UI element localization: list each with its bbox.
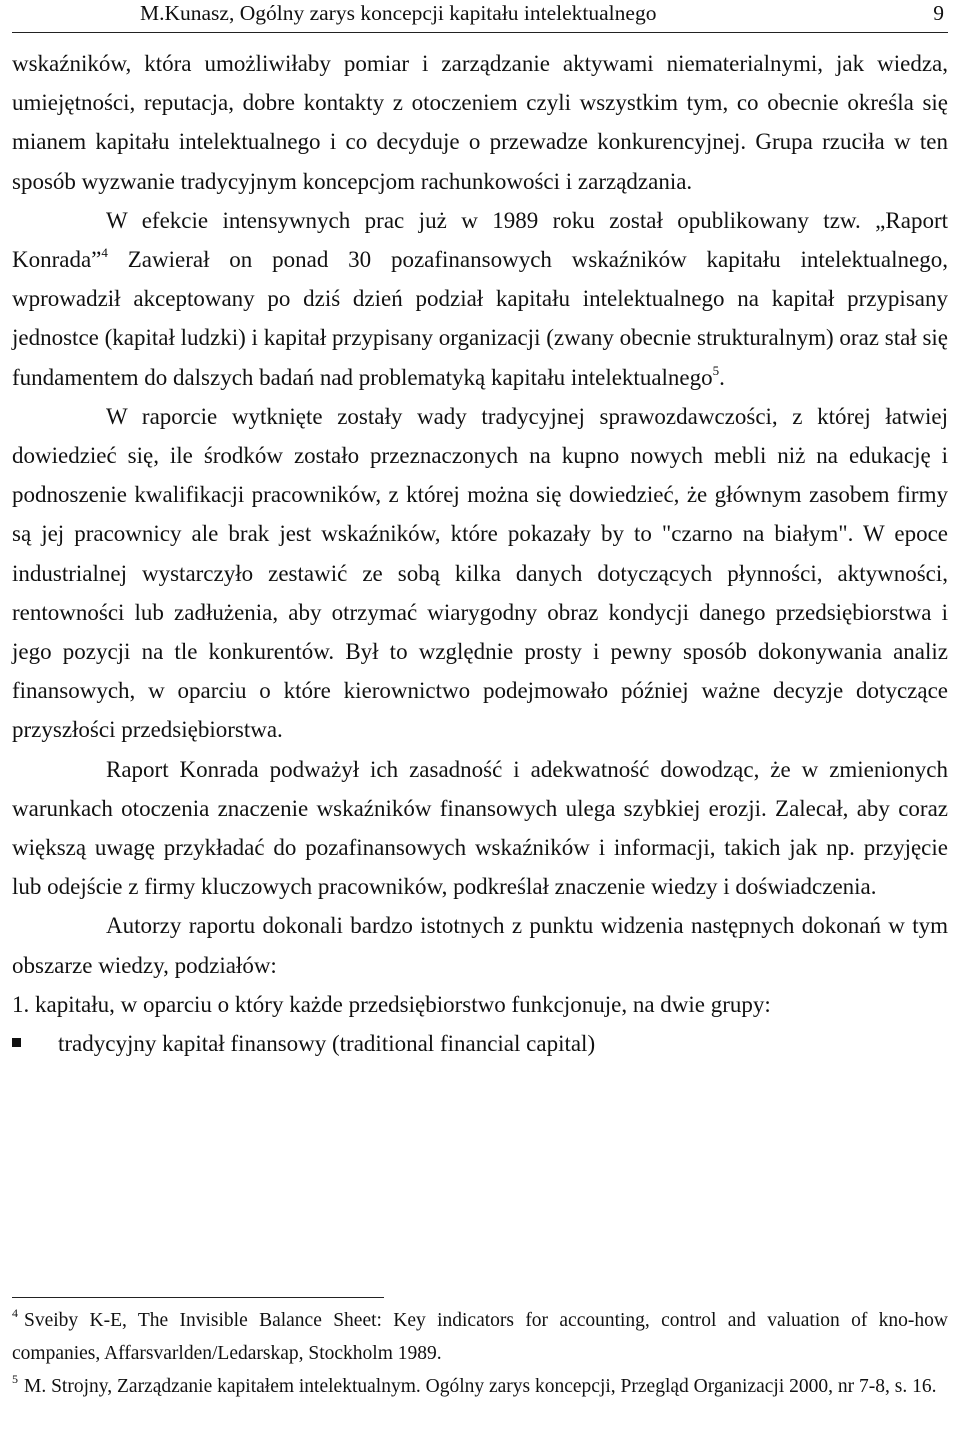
footnote-4 (12, 1304, 948, 1370)
footnote-mark-4: 4 (12, 1306, 18, 1320)
paragraph-3: W raporcie wytknięte zostały wady tradycyjnej sprawozdawczości, z której łatwiej dowiedzieć się, ile środków zostało przeznaczonych na kupno nowych mebli niż na edukację i podnoszenie kwalifikacji pracowników, z której można się dowiedzieć, że głównym zasobem firmy są jej pracownicy ale brak jest wskaźników, które pokazały by to "czarno na białym". W epoce industrialnej wystarczyło zestawić ze sobą kilka danych dotyczących płynności, aktywności, rentowności lub zadłużenia, aby otrzymać wiarygodny obraz kondycji danego przedsiębiorstwa i jego pozycji na tle konkurentów. Był to względnie prosty i pewny sposób dokonywania analiz finansowych, w oparciu o które kierownictwo podejmowało później ważne decyzje dotyczące przyszłości przedsiębiorstwa. (12, 403, 948, 743)
list-item-1: 1. kapitału, w oparciu o który każde przedsiębiorstwo funkcjonuje, na dwie grupy: (12, 991, 771, 1017)
footnotes (12, 1304, 948, 1403)
paragraph-2-end: . (719, 364, 725, 390)
footnote-5 (12, 1370, 948, 1403)
paragraph-1: wskaźników, która umożliwiłaby pomiar i zarządzanie aktywami niematerialnymi, jak wiedza, umiejętności, reputacja, dobre kontakty z otoczeniem czyli wszystkim tym, co obecnie określa się mianem kapitału intelektualnego i co decyduje o przewadze konkurencyjnej. Grupa rzuciła w ten sposób wyzwanie tradycyjnym koncepcjom rachunkowości i zarządzania. (12, 51, 948, 194)
bullet-item (12, 1024, 948, 1063)
footnote-4-text: Sveiby K-E, The Invisible Balance Sheet: Key indicators for accounting, control and valuation of kno-how companies, Affarsvarlden/Ledarskap, Stockholm 1989. (12, 1310, 948, 1364)
document-page (12, 0, 948, 1435)
running-header (140, 0, 948, 28)
header-title: M.Kunasz, Ogólny zarys koncepcji kapitału intelektualnego (140, 1, 657, 25)
document-body (12, 44, 948, 1063)
footnote-rule (12, 1297, 384, 1298)
paragraph-2 (12, 201, 948, 397)
paragraph-2-text-b: Zawierał on ponad 30 pozafinansowych wskaźników kapitału intelektualnego, wprowadził akceptowany po dziś dzień podział kapitału intelektualnego na kapitał przypisany jednostce (kapitał ludzki) i kapitał przypisany organizacji (zwany obecnie strukturalnym) oraz stał się fundamentem do dalszych badań nad problematyką kapitału intelektualnego (12, 247, 948, 390)
header-rule (12, 32, 948, 33)
footnote-mark-5: 5 (12, 1372, 18, 1386)
footnote-ref-5[interactable]: 5 (712, 362, 720, 378)
paragraph-5: Autorzy raportu dokonali bardzo istotnych z punktu widzenia następnych dokonań w tym obszarze wiedzy, podziałów: (12, 913, 948, 978)
bullet-item-text: tradycyjny kapitał finansowy (traditional financial capital) (58, 1031, 596, 1057)
paragraph-2-text-a: W efekcie intensywnych prac już w 1989 roku został opublikowany tzw. „Raport Konrada” (12, 207, 948, 273)
footnote-ref-4[interactable]: 4 (101, 245, 108, 261)
square-bullet-icon (12, 1038, 21, 1047)
paragraph-4: Raport Konrada podważył ich zasadność i adekwatność dowodząc, że w zmienionych warunkach otoczenia znaczenie wskaźników finansowych ulega szybkiej erozji. Zalecał, aby coraz większą uwagę przykładać do pozafinansowych wskaźników i informacji, takich jak np. przyjęcie lub odejście z firmy kluczowych pracowników, podkreślał znaczenie wiedzy i doświadczenia. (12, 756, 948, 900)
page-number: 9 (933, 1, 944, 25)
footnote-5-text: M. Strojny, Zarządzanie kapitałem intelektualnym. Ogólny zarys koncepcji, Przegląd Organizacji 2000, nr 7-8, s. 16. (24, 1376, 937, 1397)
